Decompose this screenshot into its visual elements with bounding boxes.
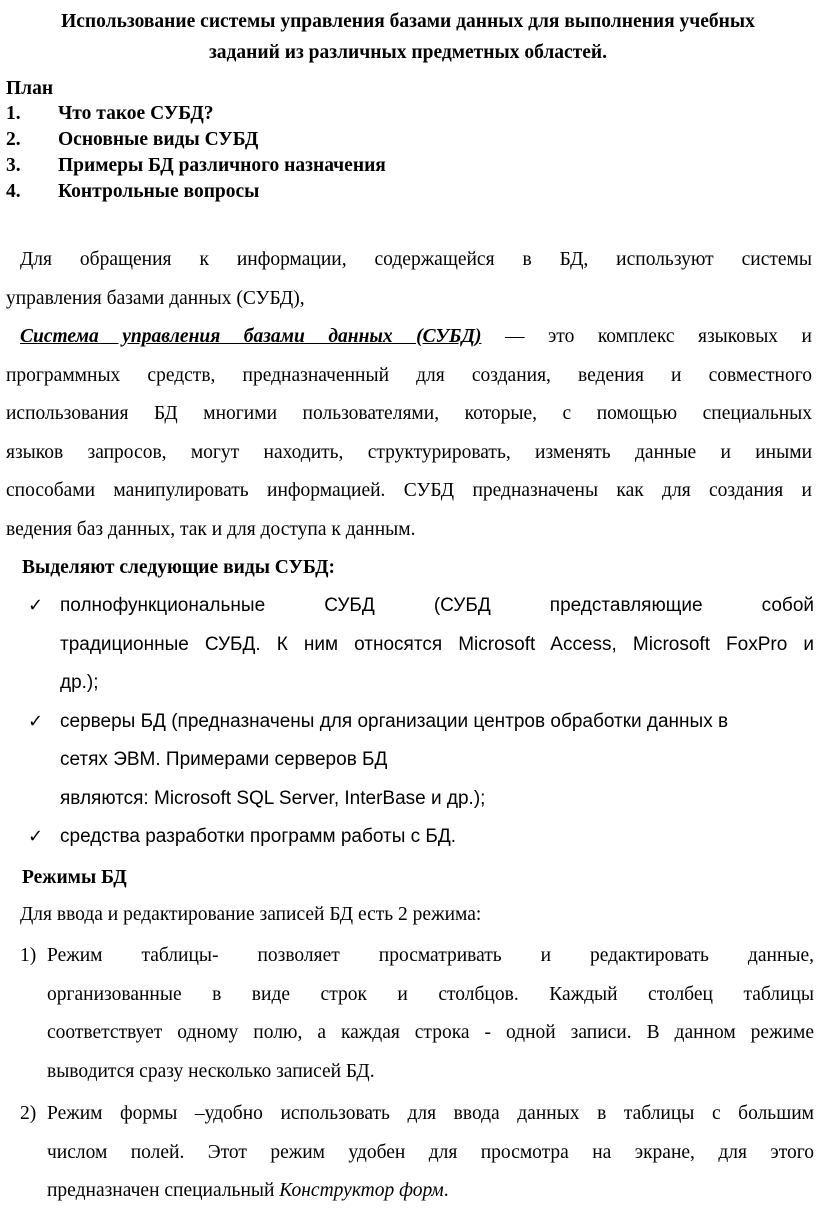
- check-icon: ✓: [28, 710, 44, 732]
- definition-paragraph: [6, 318, 812, 549]
- plan-item: [6, 181, 259, 203]
- definition-term: Система управления базами данных (СУБД): [20, 326, 482, 347]
- plan-item-text: Контрольные вопросы: [58, 181, 260, 202]
- mode-item-line-start: предназначен специальный: [47, 1180, 280, 1201]
- mode-item-line: Режим таблицы- позволяет просматривать и редактировать данные,: [47, 945, 814, 966]
- intro-paragraph: [6, 241, 812, 318]
- mode-item-line: организованные в виде строк и столбцов. Каждый столбец таблицы: [47, 983, 814, 1005]
- plan-heading: План: [6, 78, 54, 99]
- types-list-item: [28, 587, 814, 703]
- mode-item-line: [47, 1172, 814, 1211]
- mode-item-text: [47, 937, 814, 1091]
- types-item-line: серверы БД (предназначены для организации центров обработки данных в: [60, 710, 729, 732]
- check-icon: ✓: [28, 595, 44, 616]
- definition-line-6: ведения баз данных, так и для доступа к данным.: [6, 518, 416, 540]
- plan-item-number: 3.: [6, 155, 21, 176]
- definition-line-2: программных средств, предназначенный для создания, ведения и совместного: [6, 364, 812, 386]
- mode-item-line: соответствует одному полю, а каждая строка - одной записи. В данном режиме: [47, 1022, 814, 1043]
- types-item-line: сетях ЭВМ. Примерами серверов БД: [60, 749, 388, 770]
- plan-item-text: Основные виды СУБД: [58, 129, 259, 150]
- plan-item-number: 4.: [6, 181, 21, 202]
- plan-item: [6, 103, 214, 125]
- types-item-line: средства разработки программ работы с БД.: [60, 826, 457, 847]
- modes-intro-line: Для ввода и редактирование записей БД есть 2 режима:: [20, 904, 482, 925]
- plan-item: [6, 129, 258, 151]
- definition-line-3: использования БД многими пользователями, которые, с помощью специальных: [6, 403, 812, 424]
- intro-line-1: Для обращения к информации, содержащейся в БД, используют системы: [20, 249, 812, 270]
- definition-line-4: языков запросов, могут находить, структурировать, изменять данные и иными: [6, 441, 812, 463]
- title-line-2: заданий из различных предметных областей.: [208, 42, 608, 63]
- plan-item-text: Примеры БД различного назначения: [58, 155, 386, 176]
- definition-line-5: способами манипулировать информацией. СУБД предназначены как для создания и: [6, 480, 812, 501]
- mode-item-line: числом полей. Этот режим удобен для просмотра на экране, для этого: [47, 1141, 814, 1163]
- plan-item: [6, 155, 386, 177]
- form-designer-term: Конструктор форм: [279, 1180, 444, 1201]
- types-item-line: полнофункциональные СУБД (СУБД представляющие собой: [60, 595, 814, 616]
- types-item-line: традиционные СУБД. К ним относятся Microsoft Access, Microsoft FoxPro и: [60, 633, 814, 655]
- plan-item-number: 1.: [6, 103, 21, 124]
- mode-item-number: 2): [20, 1103, 37, 1124]
- mode-item-line: Режим формы –удобно использовать для ввода данных в таблицы с большим: [47, 1103, 814, 1124]
- definition-line-1-rest: — это комплекс языковых и: [481, 326, 812, 347]
- check-icon: ✓: [28, 826, 44, 847]
- modes-intro: [6, 896, 812, 935]
- mode-item: [20, 937, 814, 1091]
- types-list-item: [28, 703, 814, 819]
- mode-item-line-end: .: [443, 1180, 449, 1201]
- types-heading: Выделяют следующие виды СУБД:: [22, 557, 335, 578]
- types-list: [28, 587, 814, 857]
- intro-line-2: управления базами данных (СУБД),: [6, 287, 305, 309]
- mode-item-line: выводится сразу несколько записей БД.: [47, 1060, 375, 1082]
- types-list-item: [28, 818, 814, 857]
- modes-heading: Режимы БД: [22, 867, 127, 888]
- types-item-line: являются: Microsoft SQL Server, InterBase и др.);: [60, 787, 486, 809]
- definition-line-1: [6, 318, 812, 357]
- plan-item-number: 2.: [6, 129, 21, 150]
- mode-item-text: [47, 1095, 814, 1211]
- types-item-line: др.);: [60, 672, 99, 693]
- document-title: [8, 6, 808, 68]
- mode-item-number: 1): [20, 945, 37, 966]
- mode-item: [20, 1095, 814, 1211]
- title-line-1: Использование системы управления базами данных для выполнения учебных: [61, 11, 755, 32]
- plan-item-text: Что такое СУБД?: [58, 103, 214, 124]
